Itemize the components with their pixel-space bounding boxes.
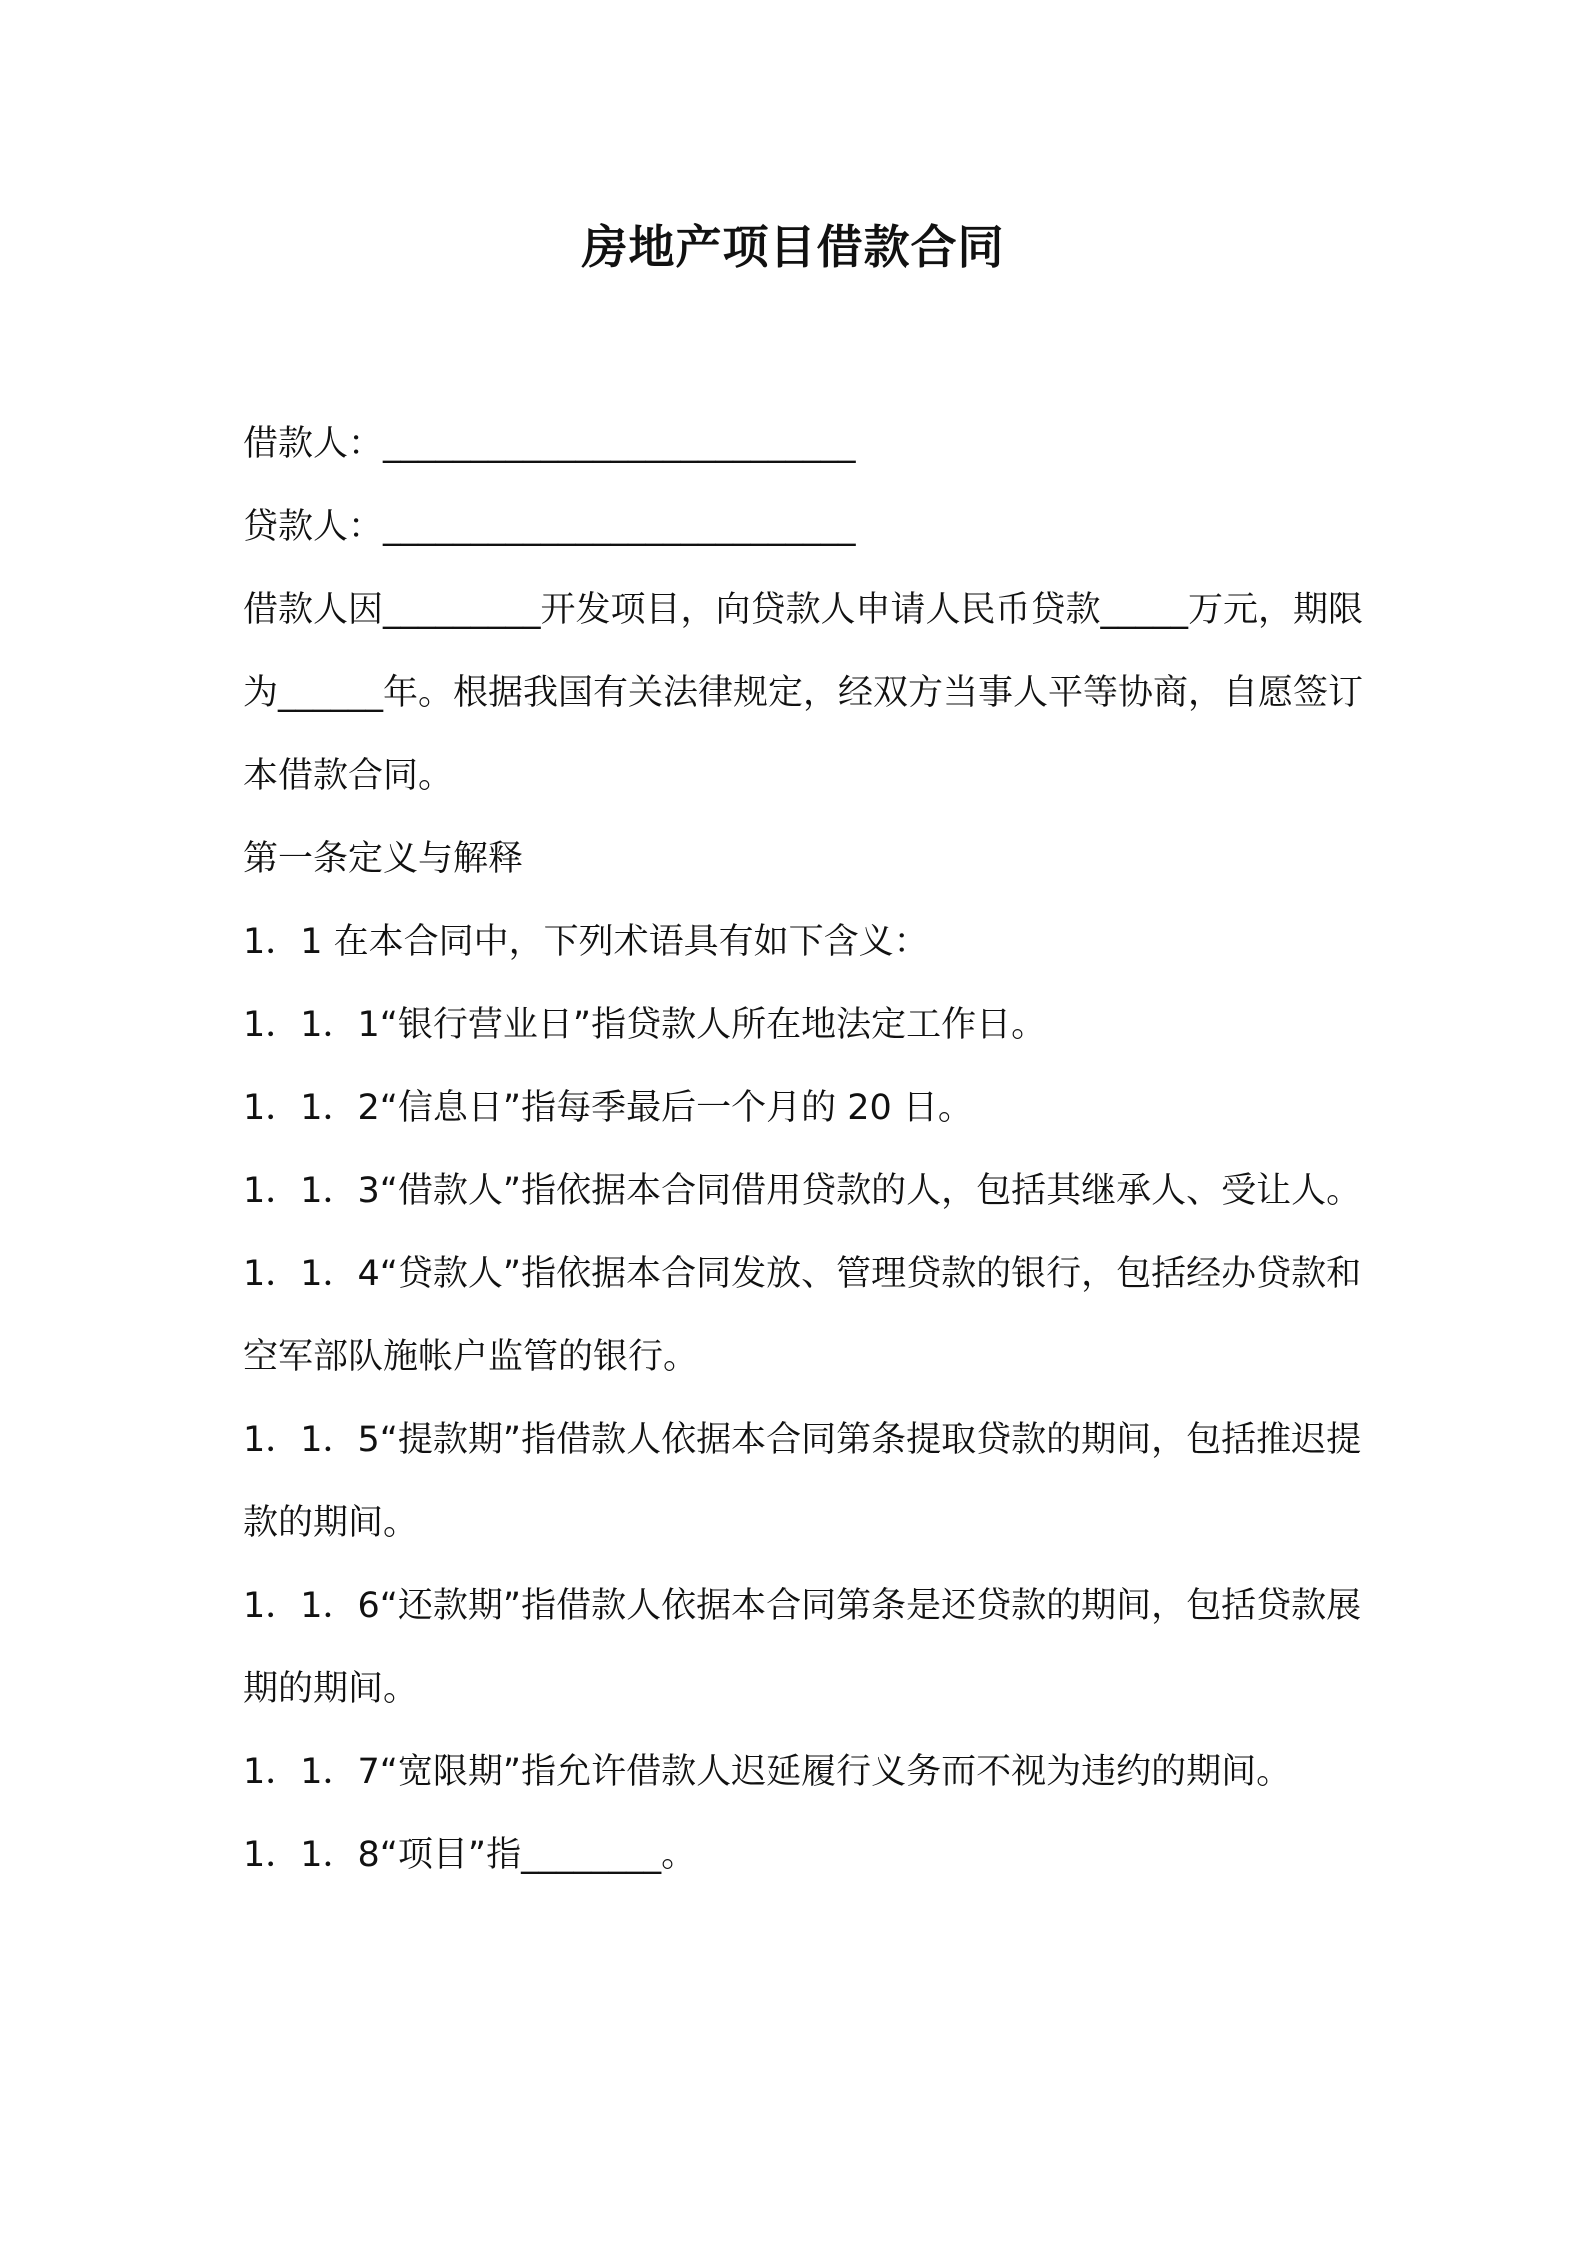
clause-1-1-6: 1．1．6“还款期”指借款人依据本合同第条是还贷款的期间，包括贷款展期的期间。 [243, 1586, 1362, 1709]
clause-1-1-8: 1．1．8“项目”指________。 [243, 1835, 697, 1875]
article-heading: 第一条定义与解释 [243, 839, 524, 879]
lender-line: 贷款人：___________________________ [243, 507, 856, 547]
clause-1-1-5: 1．1．5“提款期”指借款人依据本合同第条提取贷款的期间，包括推迟提款的期间。 [243, 1420, 1362, 1543]
clause-1-1-1: 1．1．1“银行营业日”指贷款人所在地法定工作日。 [243, 1005, 1047, 1045]
clause-1-1-3: 1．1．3“借款人”指依据本合同借用贷款的人，包括其继承人、受让人。 [243, 1171, 1362, 1211]
document-title: 房地产项目借款合同 [581, 220, 1005, 274]
borrower-line: 借款人：___________________________ [243, 424, 856, 464]
preamble-paragraph: 借款人因_________开发项目，向贷款人申请人民币贷款_____万元，期限为______年。根据我国有关法律规定，经双方当事人平等协商，自愿签订本借款合同。 [243, 590, 1364, 796]
clause-1-1-2: 1．1．2“信息日”指每季最后一个月的 20 日。 [243, 1088, 973, 1128]
clause-1-1: 1．1 在本合同中，下列术语具有如下含义： [243, 922, 929, 962]
clause-1-1-7: 1．1．7“宽限期”指允许借款人迟延履行义务而不视为违约的期间。 [243, 1752, 1292, 1792]
clause-1-1-4: 1．1．4“贷款人”指依据本合同发放、管理贷款的银行，包括经办贷款和空军部队施帐户监管的银行。 [243, 1254, 1362, 1377]
document-body [243, 403, 1363, 1897]
